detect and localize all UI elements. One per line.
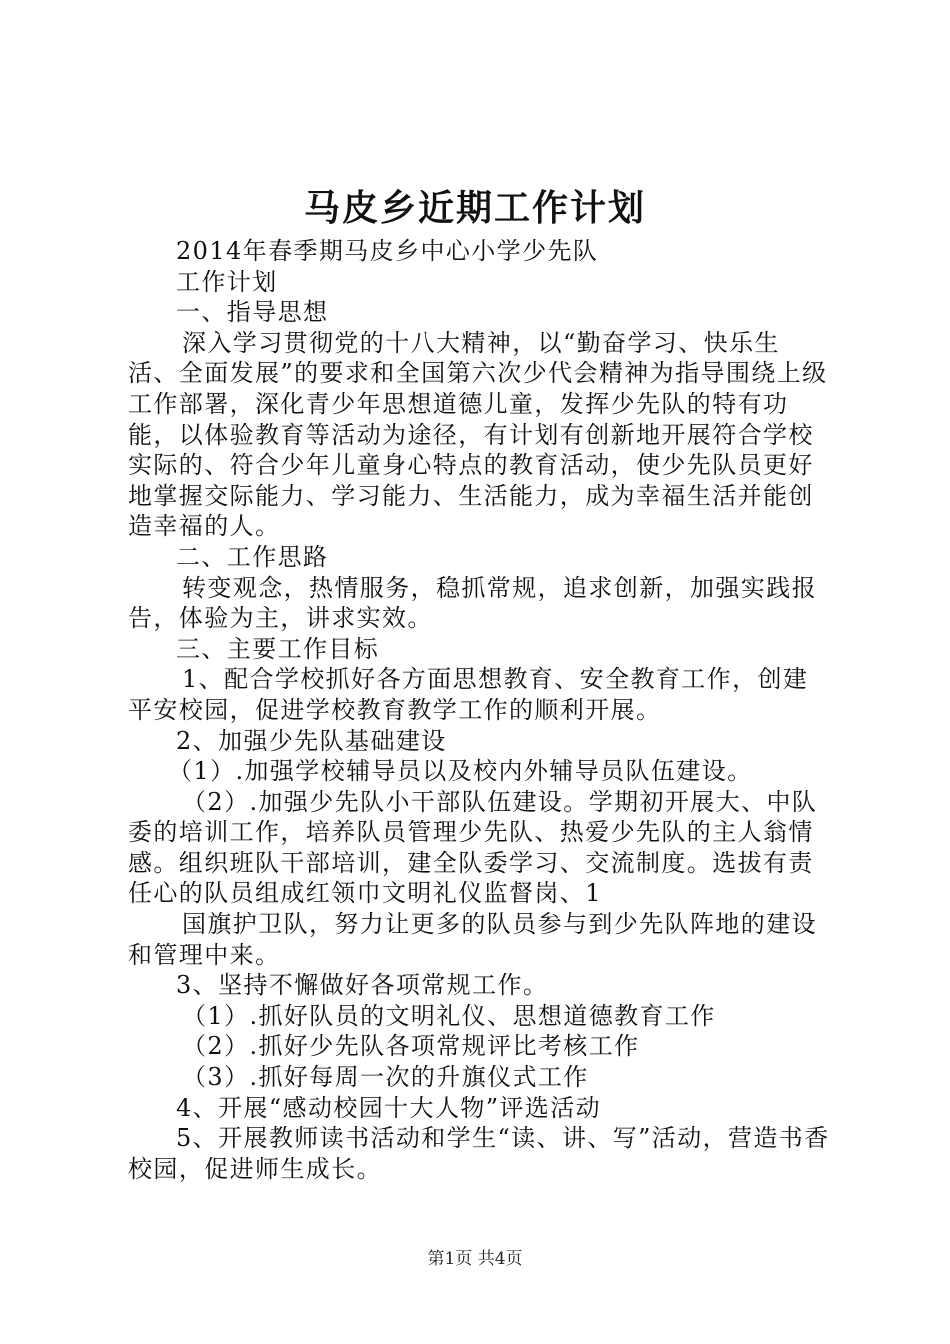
paragraph-goal-5: 5、开展教师读书活动和学生“读、讲、写”活动，营造书香校园，促进师生成长。 [128, 1124, 830, 1183]
page-footer: 第1页 共4页 [427, 1249, 523, 1269]
document-body [128, 236, 830, 1184]
paragraph-goal-2-item-1: （1）.加强学校辅导员以及校内外辅导员队伍建设。 [168, 757, 753, 786]
section-heading-3: 三、主要工作目标 [176, 634, 380, 663]
paragraph-guiding-thought: 深入学习贯彻党的十八大精神，以“勤奋学习、快乐生活、全面发展”的要求和全国第六次少代会精神为指导围绕上级工作部署，深化青少年思想道德儿童，发挥少先队的特有功能，以体验教育等活动为途径，有计划有创新地开展符合学校实际的、符合少年儿童身心特点的教育活动，使少先队员更好地掌握交际能力、学习能力、生活能力，成为幸福生活并能创造幸福的人。 [128, 328, 828, 541]
section-heading-2: 二、工作思路 [176, 542, 329, 571]
paragraph-goal-3-item-2: （2）.抓好少先队各项常规评比考核工作 [182, 1032, 640, 1061]
paragraph-goal-3-item-1: （1）.抓好队员的文明礼仪、思想道德教育工作 [182, 1001, 716, 1030]
paragraph-goal-2: 2、加强少先队基础建设 [176, 726, 447, 755]
paragraph-subtitle-2: 工作计划 [176, 267, 278, 296]
paragraph-goal-3-item-3: （3）.抓好每周一次的升旗仪式工作 [182, 1063, 589, 1092]
paragraph-goal-2-item-2-cont: 国旗护卫队，努力让更多的队员参与到少先队阵地的建设和管理中来。 [128, 910, 817, 969]
section-heading-1: 一、指导思想 [176, 298, 329, 327]
paragraph-goal-4: 4、开展“感动校园十大人物”评选活动 [176, 1093, 602, 1122]
paragraph-goal-1: 1、配合学校抓好各方面思想教育、安全教育工作，创建平安校园，促进学校教育教学工作的顺利开展。 [128, 665, 809, 724]
paragraph-work-approach: 转变观念，热情服务，稳抓常规，追求创新，加强实践报告，体验为主，讲求实效。 [128, 573, 817, 633]
paragraph-goal-3: 3、坚持不懈做好各项常规工作。 [176, 971, 549, 1000]
document-title: 马皮乡近期工作计划 [303, 187, 646, 229]
paragraph-subtitle-1: 2014年春季期马皮乡中心小学少先队 [176, 237, 599, 265]
paragraph-goal-2-item-2: （2）.加强少先队小干部队伍建设。学期初开展大、中队委的培训工作，培养队员管理少先队、热爱少先队的主人翁情感。组织班队干部培训，建全队委学习、交流制度。选拔有责任心的队员组成红领巾文明礼仪监督岗、1 [128, 787, 818, 908]
